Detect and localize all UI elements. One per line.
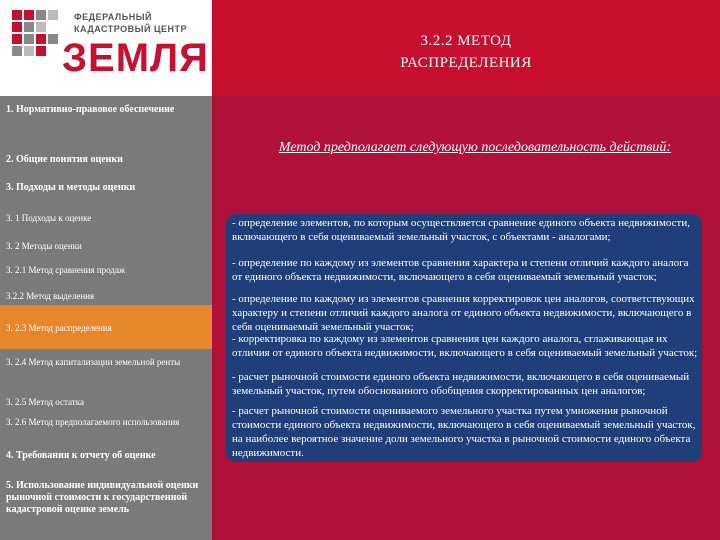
sidebar-item-rent-capitalization[interactable]: 3. 2.4 Метод капитализации земельной ренты	[6, 357, 181, 367]
step-item: - определение элементов, по которым осуществляется сравнение единого объекта недвижимости, включающего в себя оцениваемый земельный участок, с объектами - аналогами;	[232, 217, 690, 243]
title-line-2: РАСПРЕДЕЛЕНИЯ	[400, 55, 532, 71]
title-line-1: 3.2.2 МЕТОД	[420, 33, 512, 49]
sidebar-item-extraction[interactable]: 3.2.2 Метод выделения	[6, 291, 95, 301]
sidebar-item-intended-use[interactable]: 3. 2.6 Метод предполагаемого использования	[6, 417, 180, 427]
pixel-grid-logo-icon	[10, 8, 62, 60]
step-item: - расчет рыночной стоимости оцениваемого земельного участка путем умножения рыночной стоимости единого объекта недвижимости, включающего в себя оцениваемый земельный участок, на наиболее вероятное значение доли земельного участка в рыночной стоимости единого объекта недвижимости.	[232, 405, 696, 459]
page-title	[212, 30, 720, 74]
sidebar-item-normative[interactable]: 1. Нормативно-правовое обеспечение	[6, 104, 175, 115]
sidebar-item-report-requirements[interactable]: 4. Требования к отчету об оценке	[6, 450, 156, 461]
sidebar-item-residual[interactable]: 3. 2.5 Метод остатка	[6, 397, 84, 407]
intro-text: Метод предполагает следующую последовательность действий:	[278, 140, 672, 155]
sidebar-item-general-concepts[interactable]: 2. Общие понятия оценки	[6, 154, 123, 165]
brand-line-1: ФЕДЕРАЛЬНЫЙ	[74, 12, 152, 22]
sidebar-item-individual-assessment[interactable]: 5. Использование индивидуальной оценки рыночной стоимости к государственной кадастровой оценке земель	[6, 480, 199, 515]
sidebar-item-methods[interactable]: 3. 2 Методы оценки	[6, 241, 82, 251]
step-item: - определение по каждому из элементов сравнения характера и степени отличий каждого аналога от единого объекта недвижимости, включающего в себя оцениваемый земельный участок;	[232, 257, 689, 283]
step-item: - расчет рыночной стоимости единого объекта недвижимости, включающего в себя оцениваемый земельный участок, путем обоснованного обобщения скорректированных цен аналогов;	[232, 371, 690, 397]
step-item: - определение по каждому из элементов сравнения корректировок цен аналогов, соответствующих характеру и степени отличий каждого аналога от единого объекта недвижимости, включающего в себя оцениваемый земельный участок;	[232, 293, 695, 333]
brand-line-2: КАДАСТРОВЫЙ ЦЕНТР	[74, 24, 188, 34]
sidebar-item-approaches-methods[interactable]: 3. Подходы и методы оценки	[6, 182, 136, 193]
sidebar-item-approaches[interactable]: 3. 1 Подходы к оценке	[6, 213, 92, 223]
step-item: - корректировка по каждому из элементов сравнения цен каждого аналога, сглаживающая их отличия от единого объекта недвижимости, включающего в себя оцениваемый земельный участок;	[232, 333, 698, 359]
sidebar-item-sales-comparison[interactable]: 3. 2.1 Метод сравнения продаж	[6, 265, 126, 275]
sidebar-item-allocation[interactable]: 3. 2.3 Метод распределения	[6, 323, 112, 333]
brand-logo	[0, 0, 212, 96]
brand-name: ЗЕМЛЯ	[62, 36, 209, 80]
